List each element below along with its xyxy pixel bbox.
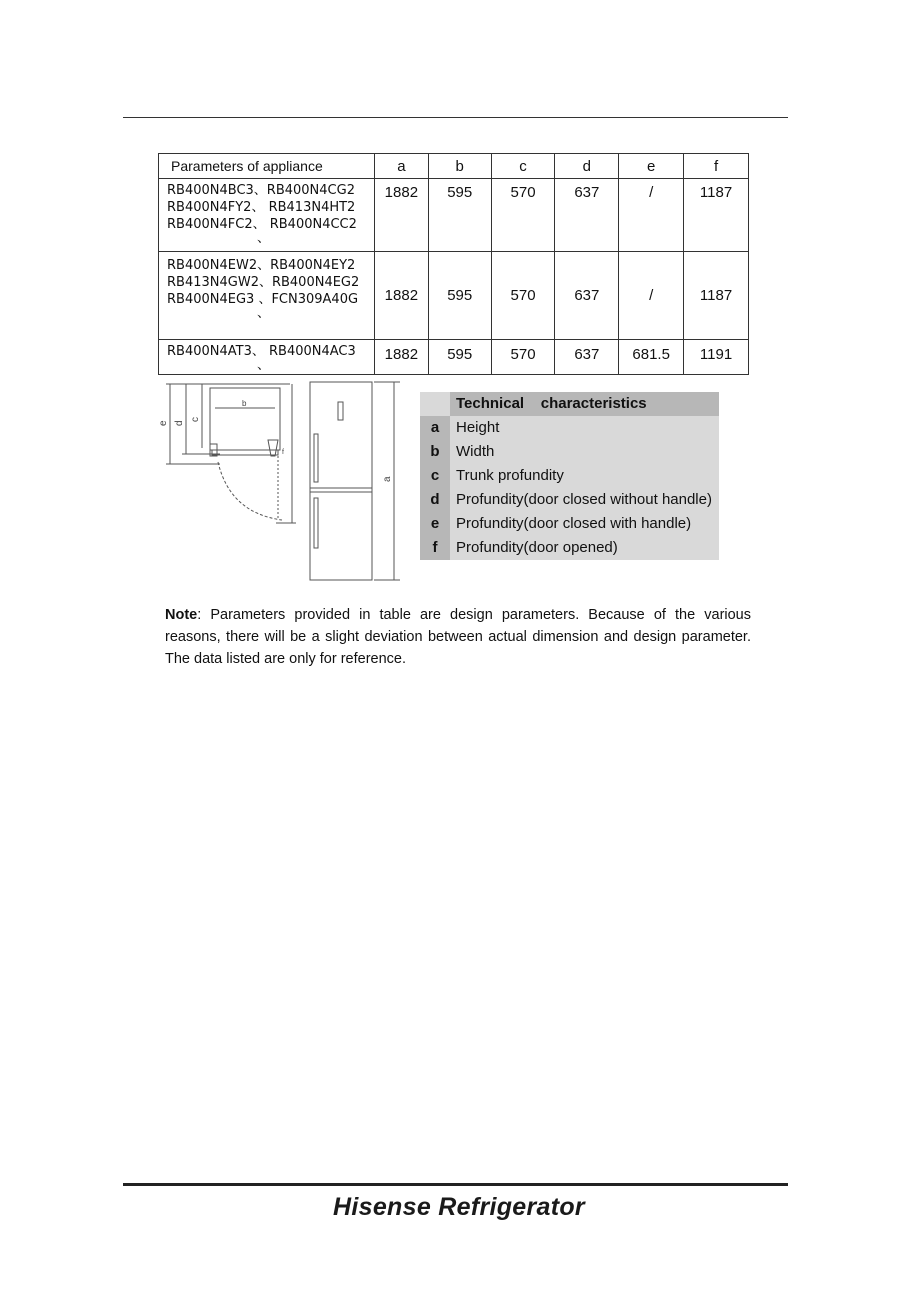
tech-label: Profundity(door closed without handle) <box>456 491 712 508</box>
value-d: 637 <box>555 340 619 375</box>
model-separator: 、 <box>257 306 271 321</box>
header-f: f <box>684 154 749 179</box>
value-e: 681.5 <box>619 340 684 375</box>
label-d: d <box>174 420 185 426</box>
model-line: RB400N4FY2、 RB413N4HT2 <box>167 200 356 215</box>
list-item <box>420 416 719 440</box>
label-f: f <box>282 449 284 456</box>
value-a: 1882 <box>374 340 428 375</box>
door-closed <box>212 450 278 455</box>
value-d: 637 <box>555 252 619 340</box>
tech-key: f <box>420 536 450 560</box>
model-list <box>159 179 375 252</box>
list-item <box>420 512 719 536</box>
note-text: : Parameters provided in table are design parameters. Because of the various reasons, there will be a slight deviation between actual dimension and design parameter. The data listed are only for reference. <box>165 607 751 667</box>
model-list <box>159 340 375 375</box>
header-c: c <box>491 154 555 179</box>
tech-key: e <box>420 512 450 536</box>
note-label: Note <box>165 607 198 623</box>
list-item <box>420 464 719 488</box>
table-header-row <box>159 154 749 179</box>
tech-label: Profundity(door opened) <box>456 539 618 556</box>
value-c: 570 <box>491 340 555 375</box>
table-row <box>159 340 749 375</box>
fridge-front-view <box>310 382 372 580</box>
tech-key: b <box>420 440 450 464</box>
tech-key: c <box>420 464 450 488</box>
model-line: RB413N4GW2、RB400N4EG2 <box>167 275 360 290</box>
value-f: 1191 <box>684 340 749 375</box>
door-swing-arc <box>218 462 282 520</box>
footer-rule <box>123 1183 788 1186</box>
tech-header <box>420 392 719 416</box>
fridge-top-view <box>210 388 280 450</box>
display-panel <box>338 402 343 420</box>
model-line: RB400N4FC2、 RB400N4CC2 <box>167 217 357 232</box>
value-e: / <box>619 252 684 340</box>
tech-key: a <box>420 416 450 440</box>
header-rule <box>123 117 788 118</box>
value-a: 1882 <box>374 252 428 340</box>
label-e: e <box>158 420 169 426</box>
model-list <box>159 252 375 340</box>
header-d: d <box>555 154 619 179</box>
dimension-diagram <box>160 378 410 588</box>
table-row <box>159 179 749 252</box>
model-line: RB400N4EG3 、FCN309A40G <box>167 292 359 307</box>
door-handle <box>314 434 318 482</box>
brand-logo: Hisense Refrigerator <box>333 1193 585 1221</box>
header-b: b <box>428 154 491 179</box>
parameters-table <box>158 153 749 375</box>
table-row <box>159 252 749 340</box>
tech-label: Trunk profundity <box>456 467 564 484</box>
value-f: 1187 <box>684 252 749 340</box>
tech-key: d <box>420 488 450 512</box>
model-line: RB400N4EW2、RB400N4EY2 <box>167 258 356 273</box>
value-c: 570 <box>491 179 555 252</box>
value-f: 1187 <box>684 179 749 252</box>
model-line: RB400N4AT3、 RB400N4AC3 <box>167 344 356 359</box>
tech-header-spacer <box>420 392 450 416</box>
value-d: 637 <box>555 179 619 252</box>
note-paragraph <box>165 604 751 670</box>
tech-label: Width <box>456 443 495 460</box>
list-item <box>420 536 719 560</box>
value-e: / <box>619 179 684 252</box>
model-line: RB400N4BC3、RB400N4CG2 <box>167 183 355 198</box>
header-e: e <box>619 154 684 179</box>
technical-characteristics-table <box>420 392 719 560</box>
handle <box>268 440 278 456</box>
label-b: b <box>242 399 247 408</box>
value-a: 1882 <box>374 179 428 252</box>
model-separator: 、 <box>257 358 271 373</box>
tech-title: Technical characteristics <box>450 392 719 416</box>
header-parameters: Parameters of appliance <box>159 154 375 179</box>
list-item <box>420 488 719 512</box>
value-c: 570 <box>491 252 555 340</box>
value-b: 595 <box>428 179 491 252</box>
tech-label: Height <box>456 419 500 436</box>
model-separator: 、 <box>257 231 271 246</box>
door-handle <box>314 498 318 548</box>
label-c: c <box>190 417 201 422</box>
label-a: a <box>382 476 393 482</box>
value-b: 595 <box>428 340 491 375</box>
header-a: a <box>374 154 428 179</box>
list-item <box>420 440 719 464</box>
tech-label: Profundity(door closed with handle) <box>456 515 692 532</box>
value-b: 595 <box>428 252 491 340</box>
